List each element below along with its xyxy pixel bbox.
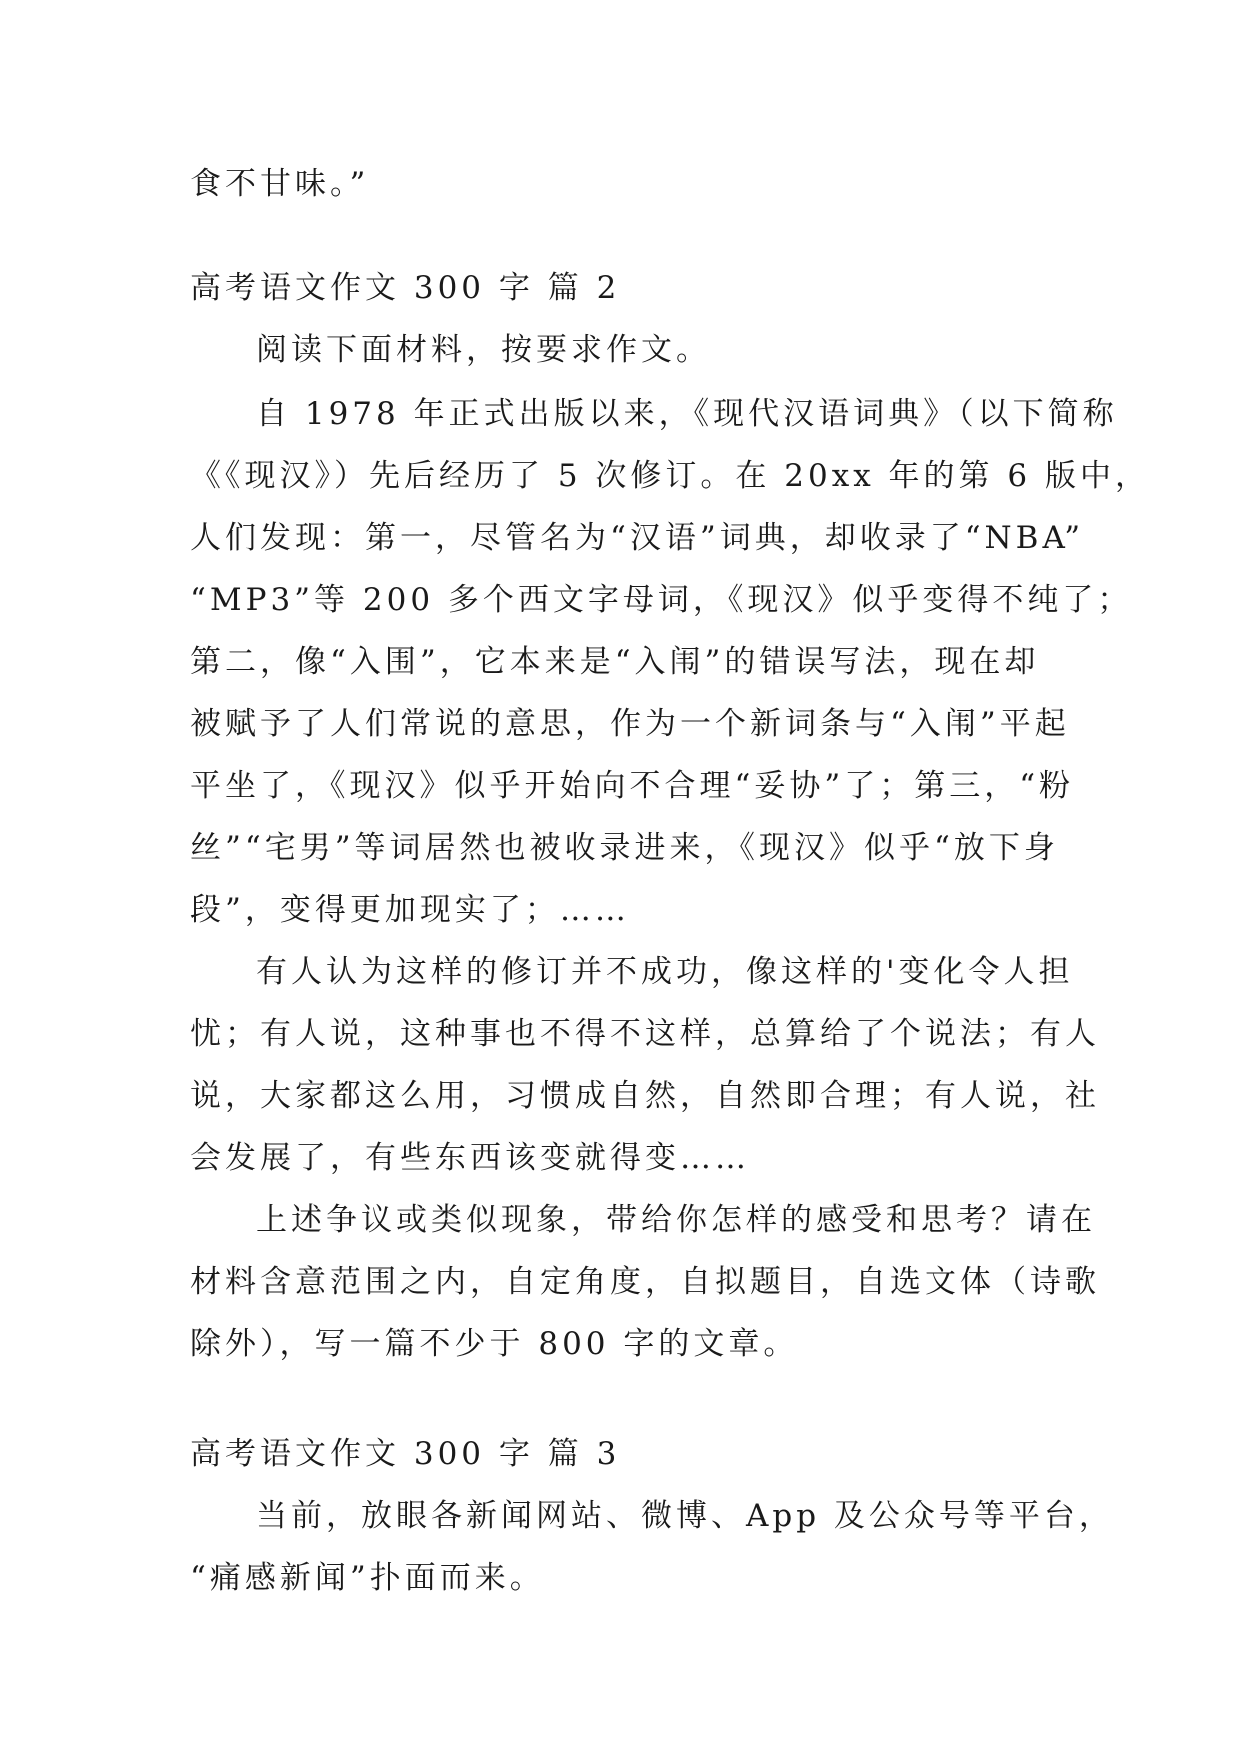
paragraph-line: “痛感新闻”扑面而来。 [190, 1560, 545, 1596]
paragraph-line: 材料含意范围之内，自定角度，自拟题目，自选文体（诗歌 [190, 1264, 1100, 1300]
paragraph-line: 自 1978 年正式出版以来，《现代汉语词典》（以下简称 [256, 396, 1118, 432]
paragraph-line: 上述争议或类似现象，带给你怎样的感受和思考？请在 [256, 1202, 1096, 1238]
paragraph-line: 会发展了，有些东西该变就得变…… [190, 1140, 750, 1176]
paragraph-line: 当前，放眼各新闻网站、微博、App 及公众号等平台， [256, 1498, 1114, 1534]
paragraph-line: 阅读下面材料，按要求作文。 [256, 332, 711, 368]
paragraph-line: 被赋予了人们常说的意思，作为一个新词条与“入闱”平起 [190, 706, 1070, 742]
paragraph-line: 食不甘味。” [190, 166, 370, 202]
paragraph-line: 说，大家都这么用，习惯成自然，自然即合理；有人说，社 [190, 1078, 1100, 1114]
paragraph-line: 除外），写一篇不少于 800 字的文章。 [190, 1326, 799, 1362]
paragraph-line: 丝”“宅男”等词居然也被收录进来，《现汉》似乎“放下身 [190, 830, 1059, 866]
paragraph-line: 人们发现：第一，尽管名为“汉语”词典，却收录了“NBA” [190, 520, 1085, 556]
paragraph-line: 平坐了，《现汉》似乎开始向不合理“妥协”了；第三，“粉 [190, 768, 1075, 804]
paragraph-line: “MP3”等 200 多个西文字母词，《现汉》似乎变得不纯了； [190, 582, 1133, 618]
paragraph-line: 段”，变得更加现实了；…… [190, 892, 630, 928]
paragraph-line: 忧；有人说，这种事也不得不这样，总算给了个说法；有人 [190, 1016, 1100, 1052]
section-heading: 高考语文作文 300 字 篇 2 [190, 270, 621, 306]
paragraph-line: 第二，像“入围”，它本来是“入闱”的错误写法，现在却 [190, 644, 1040, 680]
paragraph-line: 《《现汉》）先后经历了 5 次修订。在 20xx 年的第 6 版中， [190, 458, 1150, 494]
paragraph-line: 有人认为这样的修订并不成功，像这样的'变化令人担 [256, 954, 1074, 990]
section-heading: 高考语文作文 300 字 篇 3 [190, 1436, 621, 1472]
